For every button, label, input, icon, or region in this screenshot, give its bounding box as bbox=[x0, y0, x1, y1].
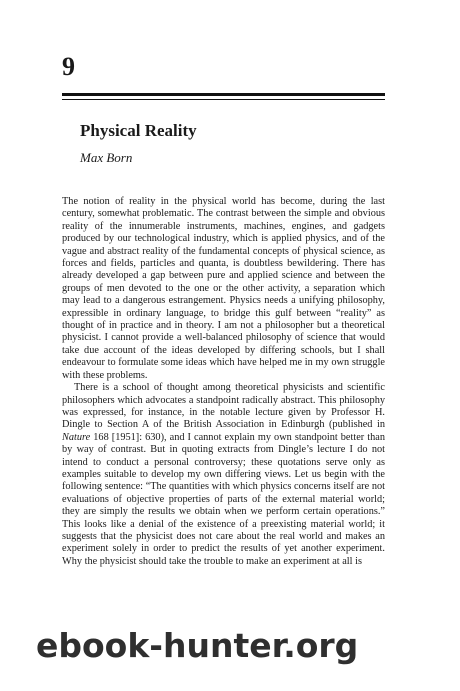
chapter-number: 9 bbox=[62, 52, 75, 81]
chapter-title: Physical Reality bbox=[80, 121, 197, 140]
paragraph-2-part-a: There is a school of thought among theoretical physicists and scientific philosophers which advocates a standpoint radically abstract. This philosophy was expressed, for instance, in the notable lecture given by Professor H. Dingle to Section A of the British Association in Edinburgh (published in bbox=[62, 382, 385, 431]
paragraph-1: The notion of reality in the physical world has become, during the last century, somewhat problematic. The contrast between the simple and obvious reality of the innumerable instruments, machines, engines, and gadgets produced by our technological industry, which is applied physics, and of the vague and abstract reality of the fundamental concepts of physical science, as forces and fields, particles and quanta, is doubtless bewildering. There has already developed a gap between pure and applied science and between the groups of men devoted to the one or the other activity, a separation which may lead to a dangerous estrangement. Physics needs a unifying philosophy, expressible in ordinary language, to bridge this gulf between “reality” as thought of in practice and in theory. I am not a philosopher but a theoretical physicist. I cannot provide a well-balanced philosophy of science that would take due account of the ideas developed by differing schools, but I shall endeavour to formulate some ideas which have helped me in my own struggle with these problems. bbox=[62, 196, 385, 381]
chapter-rule-thick bbox=[62, 93, 385, 96]
chapter-rule-thin bbox=[62, 99, 385, 100]
paragraph-2 bbox=[62, 382, 385, 568]
watermark: ebook-hunter.org bbox=[36, 626, 359, 665]
chapter-author: Max Born bbox=[80, 150, 133, 165]
journal-name: Nature bbox=[62, 431, 91, 443]
body-text bbox=[62, 196, 385, 568]
paragraph-2-part-b: 168 [1951]: 630), and I cannot explain my own standpoint better than by way of contrast. But in quoting extracts from Dingle’s lecture I do not intend to conduct a personal controversy; these quotations serve only as examples suitable to develop my own differing views. Let us begin with the following sentence: “The quantities with which physics concerns itself are not evaluations of objective properties of parts of the external material world; they are simply the results we obtain when we perform certain operations.” This looks like a denial of the existence of a preexisting material world; it suggests that the physicist does not care about the real world and makes an experiment solely in order to predict the results of yet another experiment. Why the physicist should take the trouble to make an experiment at all is bbox=[62, 431, 385, 567]
